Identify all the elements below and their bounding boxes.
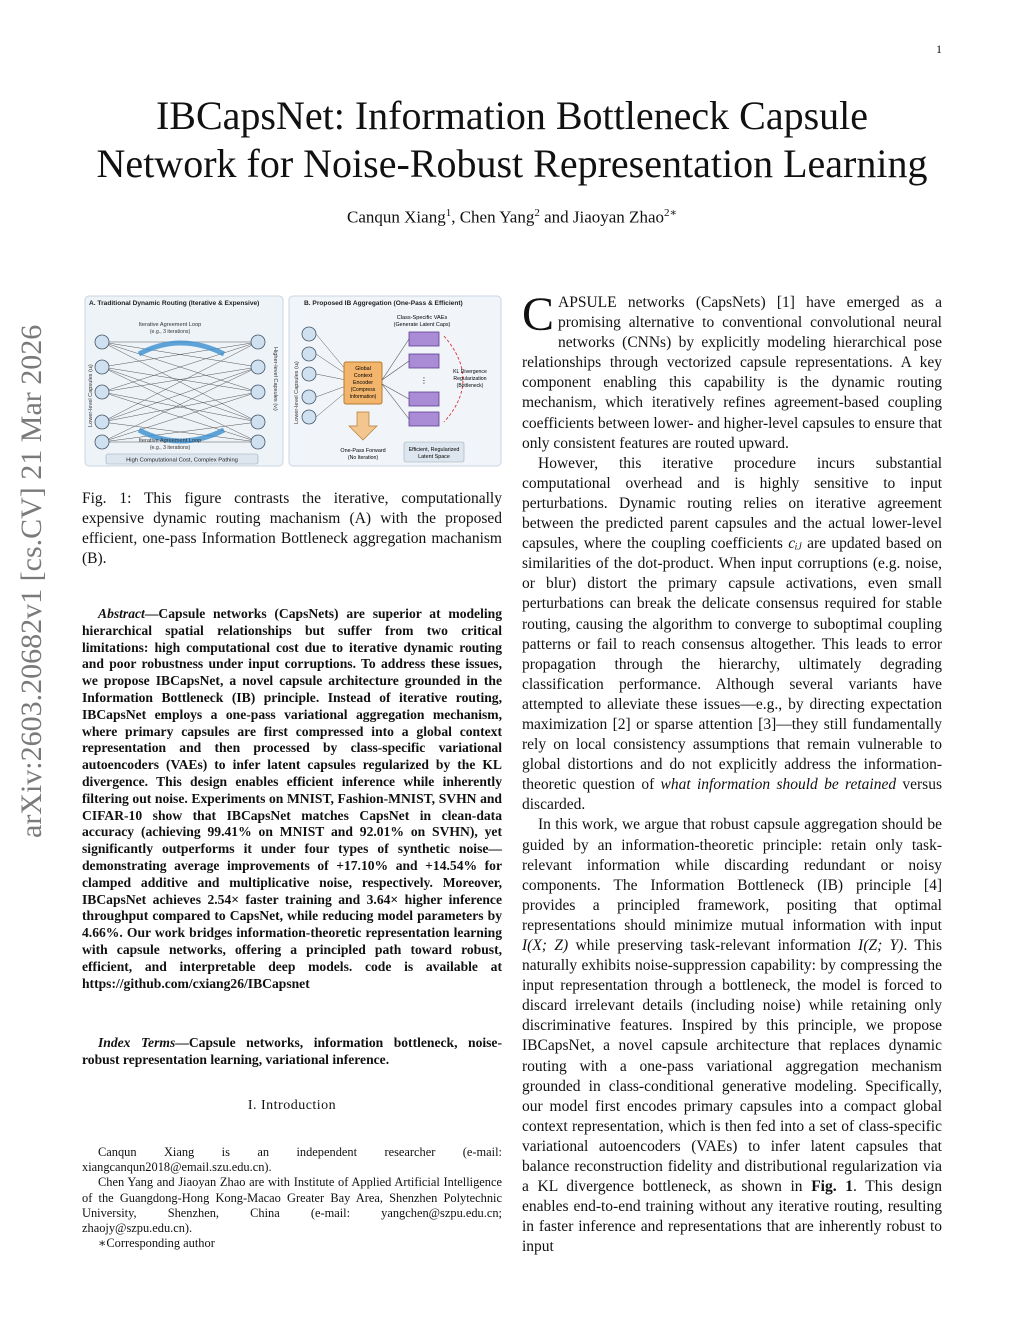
math-cij: cᵢⱼ <box>788 535 802 553</box>
drop-cap: C <box>522 288 555 341</box>
b-lower-caps-label: Lower-level Capsules (uᵢ) <box>294 361 300 424</box>
author-sep: , <box>451 207 460 227</box>
intro-p3-text: . This design enables end-to-end training without any iterative routing, resulting in faster inference and representations that are inherently robust to input <box>522 1178 942 1256</box>
loop-bottom-sub: (e.g., 3 iterations) <box>149 445 191 451</box>
vaes-l1: Class-Specific VAEs <box>396 315 448 321</box>
higher-caps-label: Higher-level Capsules (vⱼ) <box>272 347 278 411</box>
encoder-l4: (Compress <box>350 387 376 393</box>
panel-a-title: A. Traditional Dynamic Routing (Iterative & Expensive) <box>89 300 260 307</box>
math-ixz: I(X; Z) <box>522 937 569 954</box>
intro-p2-emph: what information should be retained <box>660 776 897 794</box>
author-sep: and <box>539 207 573 227</box>
encoder-l3: Encoder <box>352 380 374 386</box>
intro-p2-text: However, this iterative procedure incurs substantial computational overhead and is highly sensitive to input perturbations. Dynamic routing relies on iterative agreement between the predicted parent capsules and the actual lower-level capsules, where the coupling coefficients <box>522 454 942 553</box>
author-list <box>0 206 1024 228</box>
kl-l1: KL Divergence <box>453 369 487 375</box>
page-number: 1 <box>936 42 942 56</box>
figure-caption: Fig. 1: This figure contrasts the iterative, computationally expensive dynamic routing machanism (A) with the proposed efficient, one-pass Information Bottleneck aggregation machanism (B). <box>82 490 502 568</box>
loop-top-sub: (e.g., 3 iterations) <box>149 329 191 335</box>
loop-top-label: Iterative Agreement Loop <box>138 322 202 328</box>
encoder-l1: Global <box>355 366 371 372</box>
lower-caps-label: Lower-level Capsules (uᵢ) <box>88 364 94 427</box>
paper-title <box>40 92 984 188</box>
figure-1 <box>84 292 502 472</box>
title-line-1: IBCapsNet: Information Bottleneck Capsule <box>155 93 869 138</box>
title-line-2: Network for Noise-Robust Representation Learning <box>96 141 928 186</box>
onepass-l1: One-Pass Forward <box>340 448 386 454</box>
footnotes <box>82 1145 502 1251</box>
footnote-3: ∗Corresponding author <box>98 1236 215 1251</box>
intro-p3-text: In this work, we argue that robust capsule aggregation should be guided by an information-theoretic principle: retain only task-relevant information while discarding redundant or noisy components. The Information Bottleneck (IB) principle [4] provides a principled framework, positing that optimal representations should minimize mutual information with input <box>522 816 942 934</box>
abstract <box>82 606 502 992</box>
panel-a-footer: High Computational Cost, Complex Pathing <box>126 457 238 464</box>
index-terms <box>82 1035 502 1069</box>
section-heading: I. Introduction <box>247 1098 337 1113</box>
abstract-text: —Capsule networks (CapsNets) are superior at modeling hierarchical spatial relationships but suffer from two critical limitations: high computational cost due to iterative dynamic routing and poor robustness under input corruptions. To address these issues, we propose IBCapsNet, a novel capsule architecture grounded in the Information Bottleneck (IB) principle. Instead of iterative routing, IBCapsNet employs a one-pass variational aggregation mechanism, where primary capsules are first compressed into a global context representation and then processed by class-specific variational autoencoders (VAEs) to infer latent capsules regularized by the KL divergence. This design enables efficient inference while inherently filtering out noise. Experiments on MNIST, Fashion-MNIST, SVHN and CIFAR-10 show that IBCapsNet matches CapsNet in clean-data accuracy (achieving 99.41% on MNIST and 92.01% on SVHN), yet significantly outperforms it under four types of synthetic noise—demonstrating average improvements of +17.10% and +14.54% for clamped additive and multiplicative noise, respectively. Moreover, IBCapsNet achieves 2.54× faster training and 3.64× higher inference throughput compared to CapsNet, while reducing model parameters by 4.66%. Our work bridges information-theoretic representation learning with capsule networks, offering a principled path toward robust, efficient, and interpretable deep models. code is available at https://github.com/cxiang26/IBCapsnet <box>82 606 502 991</box>
intro-body <box>522 288 943 1258</box>
author-2-affil: 2 <box>534 207 540 219</box>
intro-paragraph-1 <box>522 288 943 454</box>
vae-dots: ⋮ <box>420 376 428 385</box>
intro-p3-text: . This naturally exhibits noise-suppression capability: by compressing the input representation through a bottleneck, the model is forced to discard irrelevant details (including noise) while retaining only discriminative features. Inspired by this principle, we propose IBCapsNet, a novel capsule architecture that replaces dynamic routing with a one-pass variational aggregation mechanism grounded in class-conditional generative modeling. Specifically, our model first encodes primary capsules into a compact global context representation, which is then fed into a set of class-specific variational autoencoders (VAEs) to infer latent capsules that balance reconstruction fidelity and distributional regularization via a KL divergence bottleneck, as shown in <box>522 937 942 1196</box>
index-label: Index Terms <box>98 1035 176 1050</box>
encoder-l5: Information) <box>349 394 377 400</box>
intro-p2-text: are updated based on similarities of the dot-product. When input corruptions (e.g. noise, or blur) distort the primary capsule activations, even small perturbations can break the delicate consensus required for stable routing, causing the algorithm to converge to suboptimal coupling patterns or fail to reach consensus altogether. This leads to error propagation through the hierarchy, ultimately degrading classification performance. Although several variants have attempted to alleviate these issues—e.g., by directing expectation maximization [2] or sparse attention [3]—they still fundamentally rely on local consistency assumptions that remain vulnerable to global distortions and do not explicitly address the information-theoretic question of <box>522 535 942 794</box>
arxiv-stamp: arXiv:2603.20682v1 [cs.CV] 21 Mar 2026 <box>15 324 48 838</box>
panel-b-title: B. Proposed IB Aggregation (One-Pass & Efficient) <box>304 300 463 307</box>
intro-paragraph-3 <box>522 815 942 1257</box>
intro-paragraph-2 <box>522 454 942 816</box>
index-text: —Capsule networks, information bottleneck, noise-robust representation learning, variational inference. <box>82 1035 502 1067</box>
abstract-label: Abstract <box>98 606 145 621</box>
encoder-l2: Context <box>353 373 373 379</box>
kl-l2: Regularization <box>453 376 487 382</box>
kl-l3: (Bottleneck) <box>456 383 484 389</box>
math-izy: I(Z; Y) <box>858 937 904 954</box>
intro-p1-text: APSULE networks (CapsNets) [1] have emerged as a promising alternative to conventional convolutional neural networks (CNNs) by explicitly modeling hierarchical pose relationships through vectorized capsule representations. A key component enabling this capability is the dynamic routing mechanism, which iteratively refines agreement-based coupling coefficients between lower- and higher-level capsules to ensure that only consistent features are routed upward. <box>522 294 943 452</box>
author-3-affil: 2∗ <box>663 207 677 219</box>
footnote-2: Chen Yang and Jiaoyan Zhao are with Institute of Applied Artificial Intelligence of the Guangdong-Hong Kong-Macao Greater Bay Area, Shenzhen Polytechnic University, Shenzhen, China (e-mail: yangchen@szpu.edu.cn; zhaojy@szpu.edu.cn). <box>82 1175 502 1236</box>
author-1: Canqun Xiang <box>347 207 446 227</box>
author-1-affil: 1 <box>445 207 452 219</box>
b-footer-l1: Efficient, Regularized <box>408 447 460 453</box>
onepass-l2: (No Iteration) <box>347 455 379 461</box>
author-2: Chen Yang <box>459 207 535 227</box>
footnote-1: Canqun Xiang is an independent researcher (e-mail: xiangcanqun2018@email.szu.edu.cn). <box>82 1145 502 1175</box>
b-footer-l2: Latent Space <box>418 454 450 460</box>
vaes-l2: (Generate Latent Caps) <box>393 322 451 328</box>
intro-p2-text: versus discarded. <box>522 776 942 814</box>
intro-p3-text: while preserving task-relevant information <box>568 937 859 954</box>
author-3: Jiaoyan Zhao <box>572 207 664 227</box>
loop-bottom-label: Iterative Agreement Loop <box>138 438 202 444</box>
fig-ref[interactable]: Fig. 1 <box>811 1178 854 1196</box>
